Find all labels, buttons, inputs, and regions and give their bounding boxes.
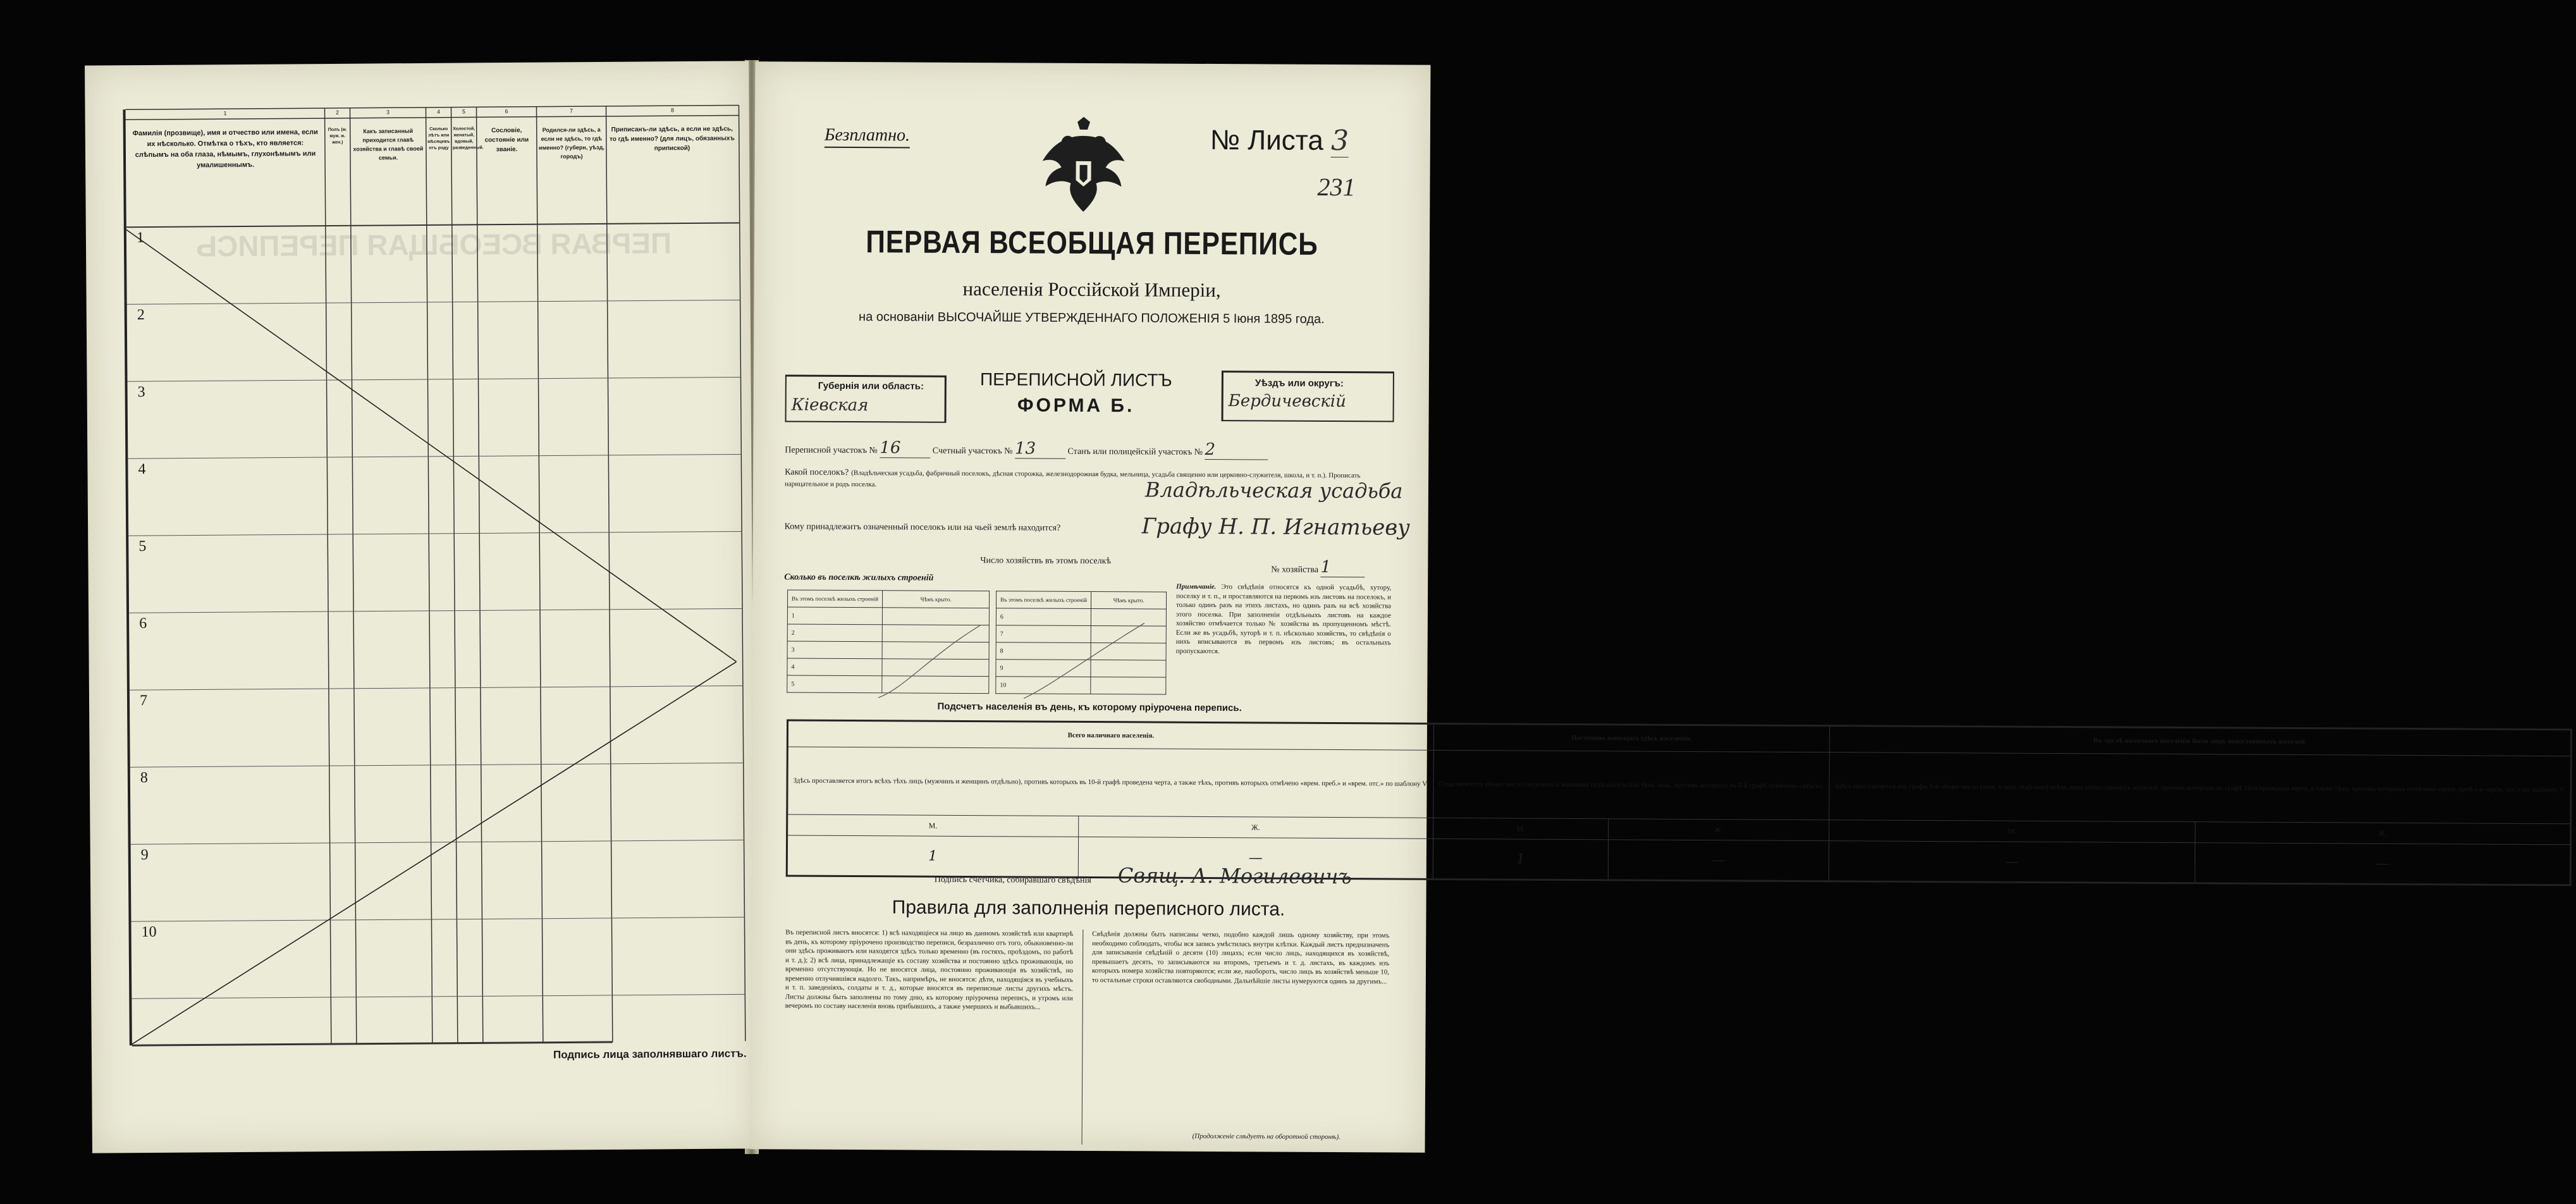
pop-value: — [1078,837,1433,879]
household-number-value: 1 [1321,558,1365,577]
sex-male-label: М. [1433,818,1609,839]
form-identification-row [785,368,1392,425]
row-number: 1 [136,230,145,247]
sex-female-label: Ж. [1078,816,1433,838]
census-entry-table [123,105,745,1045]
sheet-number-value: 3 [1330,124,1349,157]
row-divider [127,300,740,304]
pop-value: 1 [1433,838,1608,880]
province-label: Губернія или область: [818,380,924,392]
buildings-col-count: Въ этомъ поселкѣ жилыхъ строеній [787,590,882,608]
form-name: ФОРМА Б. [1017,395,1135,417]
row-divider [131,917,744,921]
form-title: ПЕРЕПИСНОЙ ЛИСТЪ [980,369,1172,390]
row-number: 6 [139,615,147,632]
rules-title: Правила для заполненія переписного листа. [892,897,1285,920]
column-header-relation: Какъ записанный приходится главѣ хозяйства и главѣ своей семьи. [353,128,424,161]
district-box [1222,371,1394,422]
count-section-value: 13 [1015,439,1065,458]
sheet-number [1210,124,1349,157]
row-divider [130,763,744,767]
buildings-col-roof: Чѣмъ крыто. [883,591,990,608]
building-row: 2 [787,624,882,642]
column-number: 8 [670,107,675,114]
row-divider [132,994,745,998]
settlement-value: Владѣльческая усадьба [1144,477,1403,503]
rules-left-column: Въ переписной листъ вносятся: 1) всѣ находящіеся на лицо въ данномъ хозяйствѣ или квартирѣ въ день, къ которому пріурочено производство переписи, безразлично отъ того, обыкновенно-ли они здѣсь проживаютъ или находятся здѣсь только временно (въ гостяхъ, проѣздомъ, по работѣ и т. д.); 2) всѣ лица, принадлежащіе къ составу хозяйства и постоянно здѣсь проживающія, но временно отсутствующія. Но не вносятся лица, постоянно проживающія въ хозяйствѣ, но временно отлучившіяся надолго. Такъ, напримѣръ, не вносятся: дѣти, находящіяся въ учебныхъ и т. п. заведеніяхъ, солдаты и т. д., которые вносятся въ переписные листы другихъ мѣстъ. Листы должны быть заполнены по тому дню, къ которому пріурочена перепись, и утромъ или вечеромъ по составу населенія вновь прибывшихъ, а также умершихъ и выбывшихъ... [785,928,1074,1011]
pop-value: 1 [787,835,1078,877]
police-value: 2 [1205,440,1268,460]
settlement-label: Какой поселокъ? [785,467,849,477]
building-row: 4 [787,658,882,676]
buildings-label: Сколько въ поселкѣ жилыхъ строеній [784,572,934,583]
column-header-marital: Холостой, женатый, вдовый, разведенный. [452,126,484,150]
buildings-note [1176,582,1392,657]
row-divider [131,840,744,844]
buildings-strike-marks [878,618,1157,702]
pop-header-permanent: Постоянно живущаго здѣсь населенія. [1433,723,1829,752]
column-number: 3 [386,109,390,116]
bleed-through-title: ПЕРВАЯ ВСЕОБЩАЯ ПЕРЕПИСЬ [195,226,672,263]
buildings-note-text: Это свѣдѣнія относятся къ одной усадьбѣ, хутору, поселку и т. п., и проставляются на первомъ изъ листовъ на поселокъ, и только одинъ разъ на этихъ листахъ, но одинъ разъ на всѣ хозяйства этого поселка. При заполненіи отдѣльныхъ листовъ на каждое хозяйство отмѣчается только № хозяйства въ пропущенномъ мѣстѣ. Если же въ усадьбѣ, хуторѣ и т. п. нѣсколько хозяйствъ, то свѣдѣнія о нихъ вписываются въ первомъ изъ листовъ; въ остальныхъ пропускаются. [1175,583,1392,655]
column-number: 6 [505,108,508,115]
province-value: Кіевская [791,395,869,415]
building-row: 3 [787,641,882,659]
district-label: Уѣздъ или округъ: [1254,378,1344,390]
police-label: Станъ или полицейскій участокъ № [1067,446,1203,457]
pop-value: — [1829,841,2195,883]
column-number: 5 [462,108,466,115]
counter-signature-value: Свящ. А. Могилевичъ [1117,863,1352,889]
sections-line [785,438,1268,460]
sex-male-label: М. [1829,820,2195,843]
building-row: 7 [996,625,1091,643]
district-value: Бердичевскій [1228,391,1346,412]
sex-female-label: Ж. [2195,822,2571,845]
counter-signature-label: Подпись счетчика, собиравшаго свѣдѣнія [934,875,1091,886]
sex-male-label: М. [787,814,1079,837]
household-number [1271,557,1365,577]
row-divider [127,377,740,381]
household-number-label: № хозяйства [1271,565,1319,575]
row-number: 10 [141,923,157,941]
settlement-hint: (Владѣльческая усадьба, фабричный поселокъ, дѣсная сторожка, железнодорожная будка, мельница, усадьба священно или церковно-служителя, школа, и т. п.). Прописать нарицательное и родъ поселка. [784,469,1361,489]
building-row: 5 [787,675,882,693]
census-section-label: Переписной участокъ № [785,445,878,456]
column-number: 7 [569,108,573,114]
column-number: 1 [223,110,227,117]
count-section-label: Счетный участокъ № [932,446,1013,457]
filler-signature-label: Подпись лица заполнявшаго листъ. [553,1047,747,1061]
pop-desc-temporary: Здѣсь проставляется изъ графы 6-й общее число (муж. и жен. отдѣльно) всѣхъ лицъ непостоянныхъ жителей, противъ которыхъ въ графѣ 10-й проведена черта, а также тѣхъ, противъ которыхъ отмѣчено «врем. преб.» и «врем. отс.» по шаблону V. [1829,752,2572,824]
row-number: 3 [137,384,145,401]
pop-header-temporary: Въ числѣ наличнаго населенія было лицъ непостоянныхъ жителей. [1829,726,2572,756]
population-count-title: Подсчетъ населенія въ день, къ которому пріурочена перепись. [937,701,1242,714]
column-header-name: Фамилія (прозвище), имя и отчество или имена, если их нѣсколько. Отмѣтка о тѣхъ, кто является: слѣпымъ на оба глаза, нѣмымъ, глухонѣмымъ или умалишеннымъ. [132,128,318,169]
continued-note: (Продолженіе слѣдуетъ на оборотной сторонѣ). [1192,1132,1340,1141]
handwritten-archive-number: 231 [1317,172,1356,202]
pop-desc-permanent: Сюда вносится общее число (мужчинъ и женщинъ отдѣльно) всѣхъ тѣхъ лицъ, противъ которыхъ въ 9-й графѣ отмѣчено «здѣсь». [1433,750,1829,820]
buildings-col-count: Въ этомъ поселкѣ жилыхъ строеній [996,591,1091,609]
column-header-sex: Полъ (м. муж. ж. жен.) [328,127,347,145]
pop-value: — [1608,840,1829,882]
row-number: 2 [137,307,145,324]
column-header-estate: Сословіе, состояніе или званіе. [484,126,529,154]
building-row: 9 [996,660,1091,677]
row-number: 5 [138,538,147,555]
sex-female-label: Ж. [1609,819,1829,841]
row-number: 8 [140,770,148,787]
building-row: 8 [996,642,1091,660]
buildings-col-roof: Чѣмъ крыто. [1091,592,1167,610]
households-count-label: Число хозяйствъ въ этомъ поселкѣ [980,556,1112,567]
sheet-number-label: № Листа [1210,124,1324,156]
row-divider [128,531,742,536]
right-page [750,61,2565,1153]
census-subtitle: населенія Россійской Имперіи, [962,277,1221,302]
census-title: ПЕРВАЯ ВСЕОБЩАЯ ПЕРЕПИСЬ [866,224,1318,262]
buildings-note-title: Примѣчаніе. [1176,582,1217,591]
building-row: 10 [996,677,1091,694]
census-legal-basis: на основаніи ВЫСОЧАЙШЕ УТВЕРЖДЕННАГО ПОЛОЖЕНІЯ 5 Іюня 1895 года. [858,310,1325,326]
building-row: 6 [996,608,1091,626]
column-number: 4 [436,108,441,115]
column-number: 2 [335,109,340,116]
row-number: 9 [140,847,149,864]
rules-right-column: Свѣдѣнія должны быть написаны четко, подобно каждой лишь одному хозяйству, при этомъ необходимо соблюдать, чтобы вся запись умѣстилась внутри клѣтки. Каждый листъ предназначенъ для записыванія свѣдѣній о десяти (10) лицахъ; если число лицъ, находящихся въ хозяйствѣ, превышаетъ десять, то записываются на второмъ, третьемъ и т. д. листахъ, въ каждомъ изъ которыхъ номера хозяйства повторяются; если же, наоборотъ, число лицъ въ хозяйствѣ меньше 10, то остальные строки оставляются свободными. Дальнѣйшіе листы нумеруются одинъ за другимъ... [1091,930,1390,985]
column-header-age: Сколько лѣтъ или мѣсяцевъ отъ роду [427,126,450,150]
row-divider [130,685,743,690]
row-divider [128,454,741,458]
census-section-value: 16 [880,438,930,458]
row-number: 7 [139,692,148,710]
column-header-birthplace: Родился-ли здѣсь, а если не здѣсь, то гдѣ именно? (губерн, уѣзд, городъ) [538,126,604,160]
row-number: 4 [138,461,146,478]
pop-header-present: Всего наличнаго населенія. [787,720,1433,750]
province-box [785,374,947,422]
pop-value: — [2195,843,2570,885]
double-headed-eagle-emblem [1039,117,1128,219]
population-count-table [786,719,2572,889]
building-row: 1 [787,607,882,625]
left-page [85,61,756,1153]
pop-desc-present: Здѣсь проставляется итогъ всѣхъ тѣхъ лицъ (мужчинъ и женщинъ отдѣльно), противъ которыхъ въ 10-й графѣ проведена черта, а также тѣхъ, противъ которыхъ отмѣчено «врем. преб.» и «врем. отс.» по шаблону V. [787,747,1434,818]
owner-value: Графу Н. П. Игнатьеву [1141,513,1410,541]
owner-label: Кому принадлежитъ означенный поселокъ или на чьей землѣ находится? [784,522,1061,533]
column-header-registration: Приписанъ-ли здѣсь, а если не здѣсь, то гдѣ именно? (для лицъ, обязанныхъ припиской) [609,125,735,152]
rules-divider [1082,930,1084,1145]
free-of-charge-label: Безплатно. [824,125,911,145]
row-divider [129,608,742,613]
